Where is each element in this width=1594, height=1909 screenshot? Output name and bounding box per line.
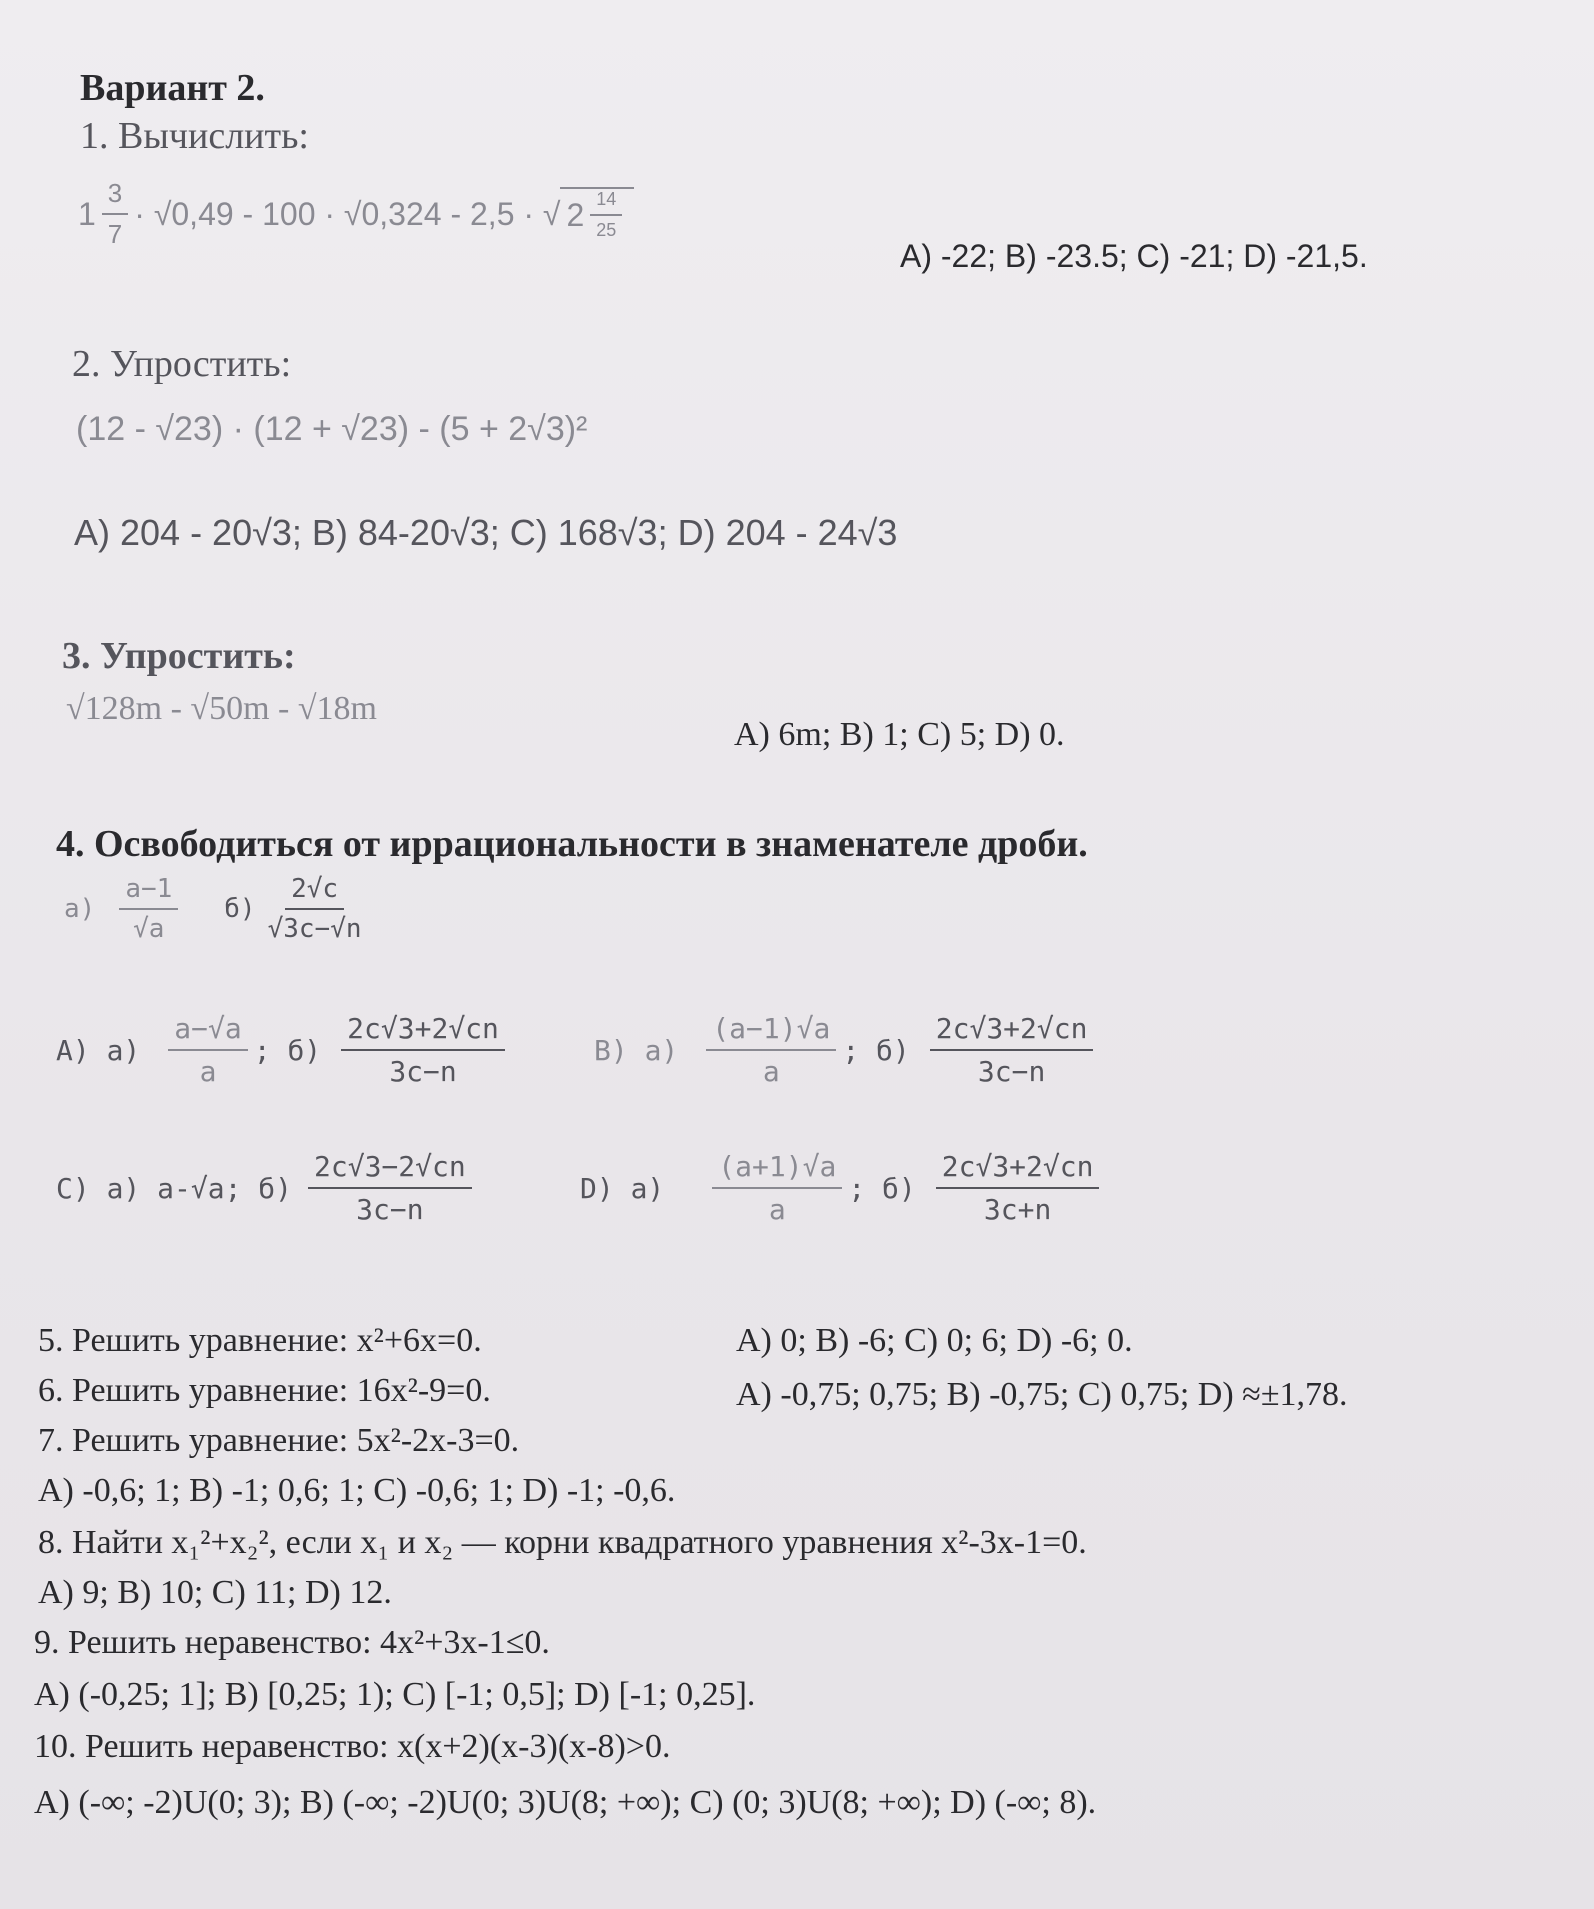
q4-option-b-a-den: a [762, 1055, 780, 1088]
q1-mix-whole: 2 [566, 196, 585, 233]
q4-option-d-a-den: a [768, 1193, 786, 1226]
q10-answers: A) (-∞; -2)U(0; 3); B) (-∞; -2)U(0; 3)U(8; +∞); C) (0; 3)U(8; +∞); D) (-∞; 8). [34, 1784, 1097, 1821]
q8-answers: A) 9; B) 10; C) 11; D) 12. [38, 1574, 392, 1611]
q4-option-c-b-den: 3c−n [356, 1193, 424, 1226]
q1-title: 1. Вычислить: [80, 115, 309, 157]
q1-mix-num: 14 [590, 189, 622, 216]
q4-option-d-frac-b [936, 1150, 1100, 1226]
q4-task-a-label: а) [64, 894, 96, 924]
q7-text: 7. Решить уравнение: 5x²-2x-3=0. [38, 1422, 520, 1459]
q6-answers: A) -0,75; 0,75; B) -0,75; C) 0,75; D) ≈±1,78. [736, 1376, 1348, 1413]
q1-frac-num: 3 [102, 178, 128, 215]
q4-option-c-frac-b [308, 1150, 472, 1226]
q4-option-a-label: A) а) [56, 1033, 141, 1067]
q1-expression [78, 178, 634, 250]
q1-mix-den: 25 [596, 220, 617, 240]
q3-title: 3. Упростить: [62, 635, 296, 677]
q4-task-a-den: √a [133, 914, 165, 944]
q4-option-a-a-den: a [199, 1055, 217, 1088]
q4-task [64, 874, 374, 944]
q5-text: 5. Решить уравнение: x²+6x=0. [38, 1322, 482, 1359]
q4-task-a-num: a−1 [119, 874, 178, 910]
q4-option-d-label: D) а) [580, 1171, 665, 1205]
q5-answers: A) 0; B) -6; C) 0; 6; D) -6; 0. [736, 1322, 1133, 1359]
q2-expression: (12 - √23) · (12 + √23) - (5 + 2√3)² [76, 410, 588, 448]
q4-option-c [56, 1150, 478, 1226]
q4-task-a-frac [119, 874, 178, 944]
q9-text: 9. Решить неравенство: 4x²+3x-1≤0. [34, 1624, 550, 1661]
q4-option-a [56, 1012, 511, 1088]
q4-option-d-b-den: 3c+n [983, 1193, 1052, 1226]
q4-option-d-b-label: ; б) [848, 1171, 916, 1205]
q4-option-c-label: C) а) a-√a; б) [56, 1171, 293, 1205]
q4-option-d-a-num: (a+1)√a [712, 1150, 842, 1189]
q1-answers: A) -22; B) -23.5; C) -21; D) -21,5. [900, 238, 1368, 274]
q4-option-d-b-num: 2c√3+2√cn [936, 1150, 1100, 1189]
q3-expression: √128m - √50m - √18m [66, 690, 377, 727]
q4-task-b-num: 2√c [285, 874, 344, 910]
q1-fraction [102, 178, 128, 250]
q1-frac-den: 7 [107, 219, 123, 249]
q4-option-b-b-num: 2c√3+2√cn [930, 1012, 1094, 1051]
q4-option-a-frac-b [341, 1012, 505, 1088]
q9-answers: A) (-0,25; 1]; B) [0,25; 1); C) [-1; 0,5]; D) [-1; 0,25]. [34, 1676, 756, 1713]
q10-text: 10. Решить неравенство: x(x+2)(x-3)(x-8)>0. [34, 1728, 671, 1765]
q4-option-b-label: B) а) [594, 1033, 679, 1067]
q1-whole: 1 [78, 195, 96, 232]
q4-task-b-label: б) [224, 894, 256, 924]
q4-option-a-b-num: 2c√3+2√cn [341, 1012, 505, 1051]
q4-task-b-den: √3c−√n [267, 914, 362, 944]
q4-option-a-a-num: a−√a [168, 1012, 247, 1051]
q1-sqrt-arg [560, 187, 634, 241]
q4-option-b-a-num: (a−1)√a [706, 1012, 836, 1051]
q4-option-b-b-den: 3c−n [977, 1055, 1046, 1088]
variant-heading: Вариант 2. [80, 67, 265, 109]
q4-option-a-frac-a [168, 1012, 247, 1088]
q4-title: 4. Освободиться от иррациональности в знаменателе дроби. [56, 823, 1088, 865]
q1-mix-frac [590, 189, 622, 241]
q4-option-b-b-label: ; б) [842, 1033, 910, 1067]
q6-text: 6. Решить уравнение: 16x²-9=0. [38, 1372, 491, 1409]
q2-title: 2. Упростить: [72, 343, 292, 385]
q1-expr-rest: · √0,49 - 100 · √0,324 - 2,5 · √ [134, 195, 561, 232]
q7-answers: A) -0,6; 1; B) -1; 0,6; 1; C) -0,6; 1; D) -1; -0,6. [38, 1472, 676, 1509]
q2-answers: A) 204 - 20√3; B) 84-20√3; C) 168√3; D) 204 - 24√3 [74, 512, 898, 553]
q4-option-a-b-label: ; б) [253, 1033, 322, 1067]
q4-option-d [580, 1150, 1105, 1226]
q4-option-d-frac-a [712, 1150, 842, 1226]
q4-option-b-frac-a [706, 1012, 836, 1088]
q3-answers: A) 6m; B) 1; C) 5; D) 0. [734, 716, 1065, 753]
q4-task-b-frac [262, 874, 368, 944]
q4-option-b-frac-b [930, 1012, 1094, 1088]
q4-option-c-b-num: 2c√3−2√cn [308, 1150, 472, 1189]
q8-text: 8. Найти x₁²+x₂², если x₁ и x₂ — корни квадратного уравнения x²-3x-1=0. [38, 1524, 1087, 1561]
q4-option-b [594, 1012, 1099, 1088]
q4-option-a-b-den: 3c−n [389, 1055, 457, 1088]
